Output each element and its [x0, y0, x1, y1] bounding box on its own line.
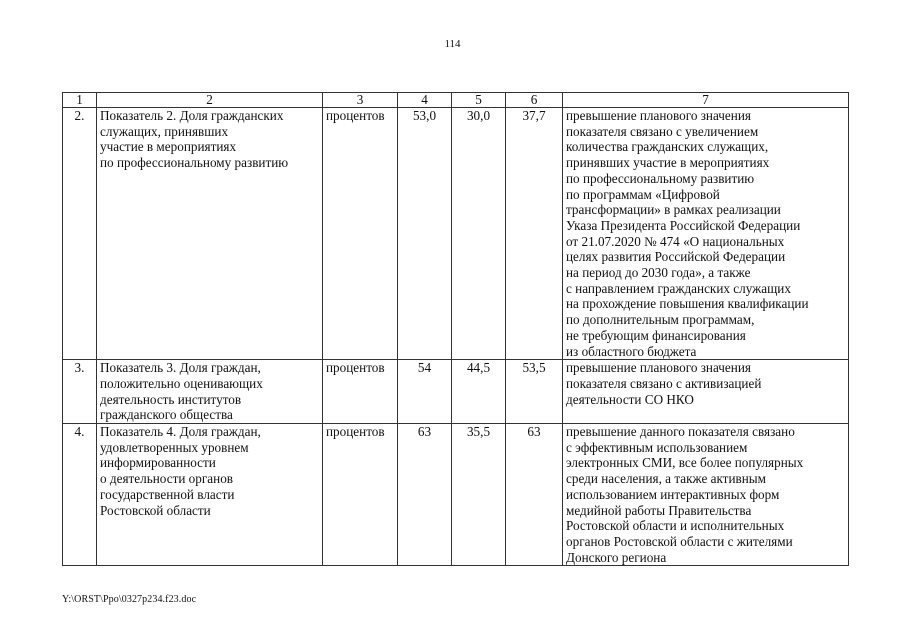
indicator-cell: Показатель 2. Доля гражданских служащих, принявших участие в мероприятиях по профессиональному развитию [97, 108, 323, 360]
value-cell-col4: 54 [398, 360, 452, 424]
row-number-cell: 4. [63, 424, 97, 566]
value-cell-col5: 30,0 [452, 108, 506, 360]
value-cell-col6: 53,5 [506, 360, 563, 424]
unit-cell: процентов [323, 360, 398, 424]
row-number-cell: 2. [63, 108, 97, 360]
indicator-cell: Показатель 4. Доля граждан, удовлетворенных уровнем информированности о деятельности органов государственной власти Ростовской области [97, 424, 323, 566]
header-cell: 3 [323, 93, 398, 108]
header-cell: 7 [563, 93, 849, 108]
value-cell-col6: 63 [506, 424, 563, 566]
unit-cell: процентов [323, 108, 398, 360]
table-header-row [63, 93, 849, 108]
comment-cell: превышение данного показателя связано с эффективным использованием электронных СМИ, все более популярных среди населения, а также активным использованием интерактивных форм медийной работы Правительства Ростовской области и исполнительных органов Ростовской области с жителями Донского региона [563, 424, 849, 566]
table-row [63, 424, 849, 566]
value-cell-col6: 37,7 [506, 108, 563, 360]
indicators-table [62, 92, 849, 566]
comment-cell: превышение планового значения показателя связано с увеличением количества гражданских служащих, принявших участие в мероприятиях по профессиональному развитию по программам «Цифровой трансформации» в рамках реализации Указа Президента Российской Федерации от 21.07.2020 № 474 «О национальных целях развития Российской Федерации на период до 2030 года», а также с направлением гражданских служащих на прохождение повышения квалификации по дополнительным программам, не требующим финансирования из областного бюджета [563, 108, 849, 360]
table-row [63, 360, 849, 424]
value-cell-col5: 35,5 [452, 424, 506, 566]
row-number-cell: 3. [63, 360, 97, 424]
header-cell: 6 [506, 93, 563, 108]
page-number: 114 [444, 38, 461, 50]
table-row [63, 108, 849, 360]
value-cell-col4: 53,0 [398, 108, 452, 360]
unit-cell: процентов [323, 424, 398, 566]
header-cell: 1 [63, 93, 97, 108]
footer-file-path: Y:\ORST\Ppo\0327p234.f23.doc [62, 594, 197, 605]
value-cell-col4: 63 [398, 424, 452, 566]
value-cell-col5: 44,5 [452, 360, 506, 424]
header-cell: 5 [452, 93, 506, 108]
comment-cell: превышение планового значения показателя связано с активизацией деятельности СО НКО [563, 360, 849, 424]
header-cell: 2 [97, 93, 323, 108]
header-cell: 4 [398, 93, 452, 108]
indicator-cell: Показатель 3. Доля граждан, положительно оценивающих деятельность институтов гражданского общества [97, 360, 323, 424]
